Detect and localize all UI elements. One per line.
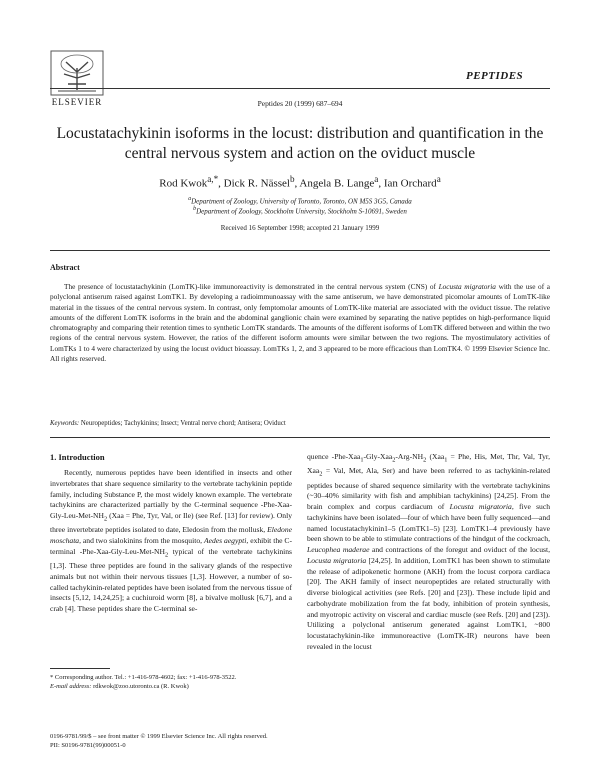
affiliation-a: $^a$Department of Zoology, University of Toronto, Toronto, ON M5S 3G5, Canada — [188, 196, 412, 206]
page-footer — [50, 732, 350, 750]
abstract-text: The presence of locustatachykinin (LomTK)-like immunoreactivity is demonstrated in the central nervous system (CNS) of Locusta migratoria with the use of a polyclonal antiserum raised against LomTK1. By developing a radioimmunoassay with the same antiserum, we have demonstrated picomolar amounts of LomTK-like material in the tissues of the central nervous system. In contrast, only femptomolar amounts of LomTK-like material are associated with the oviduct tissue. The relative amounts of the different LomTK isoforms in the brain and the abdominal ganglionic chain were examined by separating the native peptides on high-performance liquid chromatography and comparing their retention times to synthetic LomTK standards. The amounts of the different isoforms of LomTK differed between and within the two regions of the central nervous system. However, the ratios of the different isoform amounts were similar between the two regions. The myostimulatory activities of LomTKs 1 to 4 were characterized by using the locust oviduct bioassay. LomTKs 1, 2, and 3 appeared to be more efficacious than LomTK4. © 1999 Elsevier Science Inc. All rights reserved. — [50, 282, 551, 364]
authors: Rod Kwok$^{a,*}$, Dick R. Nässel$^b$, Angela B. Lange$^a$, Ian Orchard$^a$ — [159, 174, 441, 190]
abstract-top-rule — [50, 250, 550, 251]
abstract-heading: Abstract — [50, 263, 80, 272]
footnote-rule — [50, 668, 110, 669]
corresponding-author: * Corresponding author. Tel.: +1-416-978-4602; fax: +1-416-978-3522. — [50, 674, 237, 681]
citation: Peptides 20 (1999) 687–694 — [257, 99, 343, 108]
affiliation-b: $^b$Department of Zoology, Stockholm University, Stockholm S-10691, Sweden — [193, 206, 407, 216]
section-heading-introduction: 1. Introduction — [50, 452, 105, 462]
elsevier-logo — [50, 50, 104, 96]
copyright-line: 0196-9781/99/$ – see front matter © 1999 Elsevier Science Inc. All rights reserved. — [50, 733, 268, 740]
publisher-name: ELSEVIER — [51, 97, 103, 107]
keywords: Keywords: Neuropeptides; Tachykinins; Insect; Ventral nerve chord; Antisera; Oviduct — [50, 420, 286, 427]
intro-right-column: quence $-Phe-Xaa_1-Gly-Xaa_2-Arg-NH_2$ (Xaa$_1$ = Phe, His, Met, Thr, Val, Tyr, Xaa$_2$ = Val, Met, Ala, Ser) and have been referred to as tachykinin-related peptides because of shared sequence similarity with the vertebrate tachykinins (~30–40% similarity with fish and amphibian tachykinins) [24,25]. From the brain complex and corpus cardiacum of Locusta migratoria, five such tachykinins have been isolated—four of which have been fully sequenced—and named locustatachykinin1–5 (LomTK1–5) [23]. LomTK1–4 previously have been shown to be able to stimulate contractions of the hindgut of the cockroach, Leucophea maderae and contractions of the foregut and oviduct of the locust, Locusta migratoria [24,25]. In addition, LomTK1 has been shown to stimulate the release of adipokenetic hormone (AKH) from the locust corpora cardiaca [20]. The AKH family of insect neuropeptides are related structurally with diverse biological activities (see Refs. [20] and [23]). These include lipid and carbohydrate mobilization from the fat body, inhibition of protein synthesis, and myotropic activity on visceral and cardiac muscle (see Refs. [20] and [23]). Utilizing a polyclonal antiserum generated against LomTK1, ~800 locustatachykinin-like immunoreactive (LomTK-IR) neurons have been revealed in the locust — [307, 452, 551, 651]
journal-name: PEPTIDES — [466, 70, 524, 82]
abstract-bottom-rule — [50, 437, 550, 438]
pii-line: PII: S0196-9781(99)00051-0 — [50, 742, 126, 749]
footnote — [50, 673, 292, 691]
article-title: Locustatachykinin isoforms in the locust: distribution and quantification in the central nervous system and action on the oviduct muscle — [56, 125, 544, 162]
received-dates: Received 16 September 1998; accepted 21 January 1999 — [220, 224, 380, 232]
header-rule — [50, 88, 550, 89]
intro-left-column: Recently, numerous peptides have been identified in insects and other invertebrates that share sequence similarity to the vertebrate tachykinin peptide family, including Substance P, the most widely known example. The vertebrate tachykinins are characterized partially by the C-terminal sequence $-Phe-Xaa-Gly-Leu-Met-NH_2$ (Xaa = Phe, Tyr, Val, or Ile) (see Ref. [13] for review). Only three invertebrate peptides isolated to date, Eledosin from the mollusk, Eledone moschata, and two sialokinins from the mosquito, Aedes aegypti, exhibit the C-terminal $-Phe-Xaa-Gly-Leu-Met-NH_2$ typical of the vertebrate tachykinins [1,3]. These three peptides are found in the salivary glands of the respective animals but not within their nervous tissues [1,3]. However, a number of so-called tachykinin-related peptides have been isolated from the nervous tissue of insects [5,12, 14,24,25]; a cuchiuroid worm [8], a bivalve mollusk [6,7], and a crab [4]. These peptides share the C-terminal se- — [50, 468, 293, 614]
email-address: E-mail address: rdkwok@zoo.utoronto.ca (R. Kwok) — [50, 683, 189, 690]
